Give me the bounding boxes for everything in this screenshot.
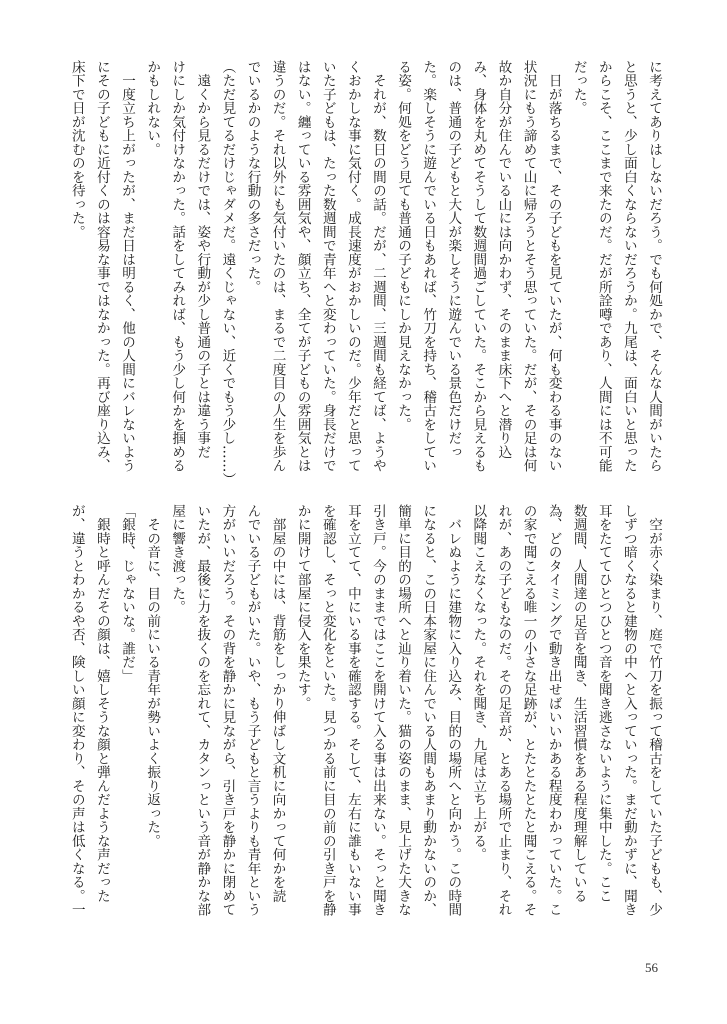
text-column: のは、普通の子どもと大人が楽しそうに遊んでいる景色だけだっ <box>445 60 462 459</box>
text-column: 耳をたててひとつひとつ音を聞き逃さないように集中した。ここ <box>595 504 612 903</box>
text-column: 為、どのタイミングで動き出せばいいかある程度わかっていた。こ <box>545 504 562 917</box>
text-column: れが、あの子どもなのだ。その足音が、とある場所で止まり、それ <box>495 504 512 917</box>
text-column: 屋に響き渡った。 <box>169 504 186 614</box>
text-column: 方がいいだろう。その背を静かに見ながら、引き戸を静かに閉めて <box>219 504 236 917</box>
text-column: だった。 <box>570 60 587 115</box>
text-column: しずつ暗くなると建物の中へと入っていった。まだ動かずに、聞き <box>620 504 637 917</box>
text-column: かもしれない。 <box>144 60 161 157</box>
text-column: はない。纏っている雰囲気や、顔立ち、全てが子どもの雰囲気とは <box>294 60 311 473</box>
text-column: かに開けて部屋に侵入を果たす。 <box>294 504 311 711</box>
text-column: んでいる子どもがいた。いや、もう子どもと言うよりも青年という <box>244 504 261 917</box>
text-column: いた子どもは、たった数週間で青年へと変わっていた。身長だけで <box>319 60 336 473</box>
text-column: 引き戸。今のままではここを開けて入る事は出来ない。そっと聞き <box>369 504 386 917</box>
text-column: それが、数日の間の話。だが、二週間、三週間も経てば、ようや <box>369 60 386 473</box>
text-column: 耳を立てて、中にいる事を確認する。そして、左右に誰もいない事 <box>344 504 361 917</box>
text-column: た。楽しそうに遊んでいる日もあれば、竹刀を持ち、稽古をしてい <box>420 60 437 473</box>
text-column: その音に、目の前にいる青年が勢いよく振り返った。 <box>144 504 161 848</box>
text-column: と思うと、少し面白くならないだろうか。九尾は、面白いと思った <box>620 60 637 473</box>
text-column: 状況にもう諦めて山に帰ろうとそう思っていた。だが、その足は何 <box>520 60 537 473</box>
text-column: 床下で日が沈むのを待った。 <box>68 60 85 239</box>
page-number: 56 <box>645 960 658 975</box>
text-column: （ただ見てるだけじゃダメだ。遠くじゃない、近くでもう少し……） <box>219 60 236 487</box>
text-column: いたが、最後に力を抜くのを忘れて、カタンっという音が静かな部 <box>194 504 211 917</box>
text-column: る姿。何処をどう見ても普通の子どもにしか見えなかった。 <box>395 60 412 432</box>
text-column: からこそ、ここまで来たのだ。だが所詮噂であり、人間には不可能 <box>595 60 612 473</box>
text-column: が、違うとわかるや否、険しい顔に変わり、その声は低くなる。一 <box>68 504 85 917</box>
text-column: 以降聞こえなくなった。それを聞き、九尾は立ち上がる。 <box>470 504 487 862</box>
text-column: 日が落ちるまで、その子どもを見ていたが、何も変わる事のない <box>545 60 562 473</box>
text-column: になると、この日本家屋に住んでいる人間もあまり動かないのか、 <box>420 504 437 917</box>
text-column: 「銀時、じゃないな。誰だ」 <box>119 504 136 683</box>
text-column: 空が赤く染まり、庭で竹刀を振って稽古をしていた子どもも、少 <box>646 504 662 917</box>
text-column: でいるかのような行動の多さだった。 <box>244 60 261 294</box>
text-column: 違うのだ。それ以外にも気付いたのは、まるで二度目の人生を歩ん <box>269 60 286 473</box>
text-column: 銀時と呼んだその顔は、嬉しそうな顔と弾んだような声だった <box>93 504 110 903</box>
text-column: にその子どもに近付くのは容易な事ではなかった。再び座り込み、 <box>93 60 110 473</box>
text-column: 遠くから見るだけでは、姿や行動が少し普通の子とは違う事だ <box>194 60 211 459</box>
text-block-lower <box>60 504 666 950</box>
text-column: けにしか気付けなかった。話をしてみれば、もう少し何かを掴める <box>169 60 186 473</box>
text-column: くおかしな事に気付く。成長速度がおかしいのだ。少年だと思って <box>344 60 361 473</box>
text-column: を確認し、そっと変化をといた。見つかる前に目の前の引き戸を静 <box>319 504 336 917</box>
text-column: み、身体を丸めてそうして数週間過ごしていた。そこから見えるも <box>470 60 487 473</box>
text-column: に考えてありはしないだろう。でも何処かで、そんな人間がいたら <box>646 60 662 473</box>
text-column: 一度立ち上がったが、まだ日は明るく、他の人間にバレないよう <box>119 60 136 473</box>
text-column: 数週間、人間達の足音を聞き、生活習慣をある程度理解している <box>570 504 587 903</box>
text-block-upper <box>60 60 666 500</box>
text-column: バレぬように建物に入り込み、目的の場所へと向かう。この時間 <box>445 504 462 917</box>
text-column: の家で聞こえる唯一の小さな足跡が、とたとたとたと聞こえる。そ <box>520 504 537 917</box>
text-column: 簡単に目的の場所へと辿り着いた。猫の姿のまま、見上げた大きな <box>395 504 412 917</box>
text-column: 故か自分が住んでいる山には向かわず、そのまま床下へと潜り込 <box>495 60 512 459</box>
text-column: 部屋の中には、背筋をしっかり伸ばし文机に向かって何かを読 <box>269 504 286 903</box>
